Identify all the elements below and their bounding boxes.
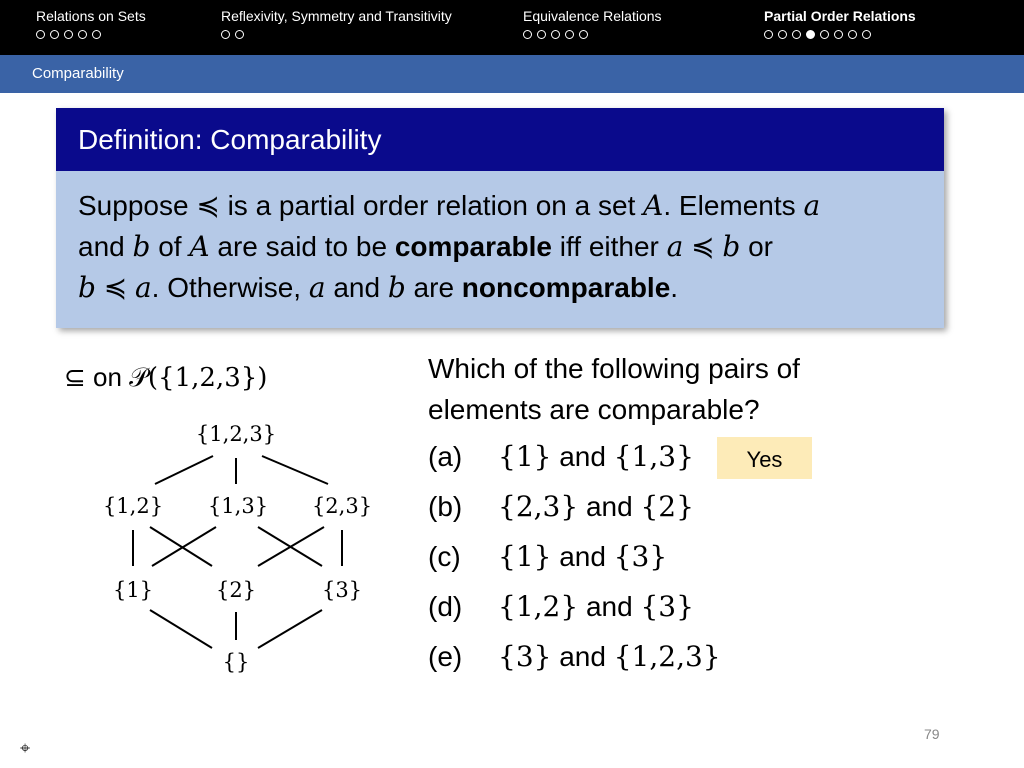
option-set: {2} bbox=[640, 490, 694, 523]
option-and: and bbox=[559, 441, 606, 472]
math-var: b bbox=[78, 271, 96, 304]
math-var: b bbox=[132, 230, 151, 263]
def-text: and bbox=[78, 231, 133, 262]
math-var: a bbox=[308, 271, 326, 304]
def-text: and bbox=[325, 272, 388, 303]
subsection-title: Comparability bbox=[32, 65, 124, 82]
math-var: a bbox=[134, 271, 152, 304]
edge-line bbox=[258, 610, 322, 648]
math-var: b bbox=[722, 230, 741, 263]
math-var: A bbox=[643, 189, 664, 222]
option-set: {1,2,3} bbox=[613, 640, 721, 673]
option-label: (c) bbox=[428, 541, 461, 572]
option-set: {1,2} bbox=[498, 590, 579, 623]
option-set: {1,3} bbox=[613, 440, 694, 473]
option-set: {1} bbox=[498, 540, 552, 573]
option-b bbox=[428, 490, 694, 523]
node-3: {3} bbox=[321, 578, 363, 602]
node-23: {2,3} bbox=[311, 494, 373, 518]
nav-section-title[interactable]: Partial Order Relations bbox=[764, 8, 916, 24]
edge-line bbox=[155, 456, 213, 484]
math-var: A bbox=[189, 230, 210, 263]
term-noncomparable: noncomparable bbox=[461, 272, 671, 303]
option-label: (b) bbox=[428, 491, 463, 522]
option-and: and bbox=[585, 591, 633, 622]
def-text: Suppose bbox=[78, 190, 197, 221]
option-a bbox=[428, 440, 694, 473]
diagram-title-text: ⊆ on bbox=[64, 362, 130, 392]
option-set: {2,3} bbox=[498, 490, 579, 523]
edge-line bbox=[150, 527, 212, 566]
option-set: {3} bbox=[498, 640, 552, 673]
definition-title: Definition: Comparability bbox=[56, 108, 944, 171]
nav-section-title[interactable]: Equivalence Relations bbox=[523, 8, 662, 24]
option-label: (d) bbox=[428, 591, 463, 622]
def-text: iff either bbox=[552, 231, 667, 262]
def-text: or bbox=[740, 231, 774, 262]
def-text: . bbox=[670, 272, 679, 303]
option-e bbox=[428, 640, 721, 673]
option-and: and bbox=[585, 491, 633, 522]
node-13: {1,3} bbox=[207, 494, 269, 518]
answer-badge: Yes bbox=[717, 437, 812, 479]
relation-symbol: ≼ bbox=[196, 189, 220, 222]
math-var: a bbox=[803, 189, 821, 222]
node-1: {1} bbox=[112, 578, 154, 602]
node-empty: {} bbox=[222, 650, 250, 674]
math-var: b bbox=[387, 271, 406, 304]
option-set: {3} bbox=[613, 540, 668, 573]
option-label: (a) bbox=[428, 441, 463, 472]
relation-symbol: ≼ bbox=[103, 271, 128, 304]
option-and: and bbox=[559, 541, 606, 572]
math-var: a bbox=[666, 230, 684, 263]
crosshair-icon[interactable]: ⌖ bbox=[20, 738, 31, 758]
edge-line bbox=[262, 456, 328, 484]
def-text: are bbox=[405, 272, 462, 303]
option-and: and bbox=[559, 641, 606, 672]
edge-line bbox=[150, 610, 212, 648]
nav-section-title[interactable]: Relations on Sets bbox=[36, 8, 146, 24]
relation-symbol: ≼ bbox=[691, 230, 715, 263]
def-text: . Otherwise, bbox=[151, 272, 309, 303]
question-prompt: Which of the following pairs of elements are comparable? bbox=[428, 353, 800, 425]
node-2: {2} bbox=[215, 578, 257, 602]
nav-section-title[interactable]: Reflexivity, Symmetry and Transitivity bbox=[221, 8, 452, 24]
option-set: {1} bbox=[498, 440, 552, 473]
diagram-title-set: 𝒫({1,2,3}) bbox=[129, 363, 268, 393]
def-text: of bbox=[150, 231, 190, 262]
def-text: are said to be bbox=[209, 231, 395, 262]
node-123: {1,2,3} bbox=[195, 422, 277, 446]
node-12: {1,2} bbox=[102, 494, 164, 518]
option-c bbox=[428, 540, 667, 573]
edge-line bbox=[152, 527, 216, 566]
option-label: (e) bbox=[428, 641, 463, 672]
page-number: 79 bbox=[924, 726, 940, 742]
option-set: {3} bbox=[640, 590, 694, 623]
def-text: . Elements bbox=[663, 190, 804, 221]
term-comparable: comparable bbox=[394, 231, 552, 262]
option-d bbox=[428, 590, 694, 623]
def-text: is a partial order relation on a set bbox=[219, 190, 644, 221]
